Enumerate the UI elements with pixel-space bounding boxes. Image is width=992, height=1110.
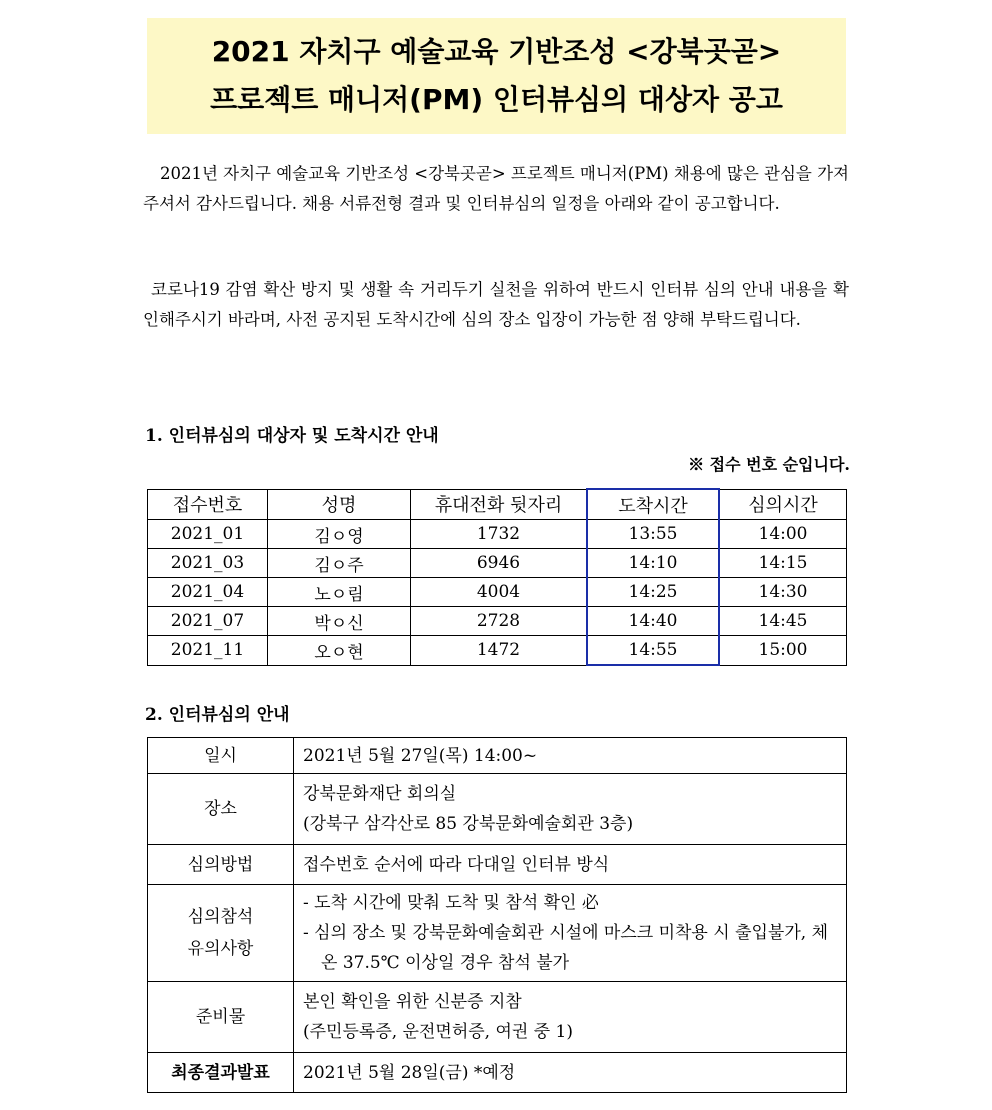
caution-label-line-1: 심의참석 — [187, 907, 254, 927]
place-value — [294, 774, 847, 845]
cell-phone-last: 6946 — [411, 549, 588, 578]
cell-name: 오ㅇ현 — [268, 636, 411, 666]
method-value: 접수번호 순서에 따라 다대일 인터뷰 방식 — [294, 845, 847, 885]
cell-arrival-time: 14:40 — [587, 607, 719, 636]
table-row — [148, 607, 847, 636]
final-label: 최종결과발표 — [148, 1053, 294, 1093]
cell-review-time: 14:00 — [719, 520, 847, 549]
date-value: 2021년 5월 27일(목) 14:00~ — [294, 738, 847, 774]
guide-row-final-result — [148, 1053, 847, 1093]
guide-row-place — [148, 774, 847, 845]
cell-phone-last: 2728 — [411, 607, 588, 636]
cell-phone-last: 4004 — [411, 578, 588, 607]
title-line-2: 프로젝트 매니저(PM) 인터뷰심의 대상자 공고 — [210, 83, 783, 116]
cell-receipt-number: 2021_07 — [148, 607, 268, 636]
guide-row-date — [148, 738, 847, 774]
col-header-name: 성명 — [268, 489, 411, 520]
date-label: 일시 — [148, 738, 294, 774]
cell-receipt-number: 2021_01 — [148, 520, 268, 549]
cell-arrival-time: 14:10 — [587, 549, 719, 578]
col-header-phone-last: 휴대전화 뒷자리 — [411, 489, 588, 520]
cell-arrival-time: 13:55 — [587, 520, 719, 549]
caution-value — [294, 885, 847, 982]
cell-arrival-time: 14:55 — [587, 636, 719, 666]
col-header-review-time: 심의시간 — [719, 489, 847, 520]
caution-item-2: - 심의 장소 및 강북문화예술회관 시설에 마스크 미착용 시 출입불가, 체온 37.5℃ 이상일 경우 참석 불가 — [303, 923, 829, 973]
caution-label-line-2: 유의사항 — [187, 939, 254, 959]
cell-name: 박ㅇ신 — [268, 607, 411, 636]
table-header-row — [148, 489, 847, 520]
col-header-arrival-time: 도착시간 — [587, 489, 719, 520]
cell-name: 노ㅇ림 — [268, 578, 411, 607]
title-line-1: 2021 자치구 예술교육 기반조성 <강북곳곧> — [211, 35, 782, 68]
col-header-receipt-number: 접수번호 — [148, 489, 268, 520]
announcement-title — [147, 18, 846, 134]
method-label: 심의방법 — [148, 845, 294, 885]
prep-value — [294, 982, 847, 1053]
cell-name: 김ㅇ영 — [268, 520, 411, 549]
cell-receipt-number: 2021_04 — [148, 578, 268, 607]
order-note: ※ 접수 번호 순입니다. — [688, 455, 850, 474]
intro-paragraph-2: 코로나19 감염 확산 방지 및 생활 속 거리두기 실천을 위하여 반드시 인터뷰 심의 안내 내용을 확인해주시기 바라며, 사전 공지된 도착시간에 심의 장소 입장이 가능한 점 양해 부탁드립니다. — [143, 280, 849, 329]
cell-phone-last: 1472 — [411, 636, 588, 666]
section-2-heading: 2. 인터뷰심의 안내 — [145, 705, 290, 725]
cell-review-time: 14:30 — [719, 578, 847, 607]
prep-line-1: 본인 확인을 위한 신분증 지참 — [303, 992, 522, 1012]
place-line-2: (강북구 삼각산로 85 강북문화예술회관 3층) — [303, 814, 634, 834]
intro-paragraph-1: 2021년 자치구 예술교육 기반조성 <강북곳곧> 프로젝트 매니저(PM) 채용에 많은 관심을 가져주셔서 감사드립니다. 채용 서류전형 결과 및 인터뷰심의 일정을 아래와 같이 공고합니다. — [143, 164, 849, 213]
interview-candidates-table — [147, 488, 847, 666]
cell-review-time: 14:15 — [719, 549, 847, 578]
cell-phone-last: 1732 — [411, 520, 588, 549]
guide-row-caution — [148, 885, 847, 982]
cell-arrival-time: 14:25 — [587, 578, 719, 607]
cell-review-time: 15:00 — [719, 636, 847, 666]
interview-guide-table — [147, 737, 847, 1093]
guide-row-method — [148, 845, 847, 885]
prep-label: 준비물 — [148, 982, 294, 1053]
table-row — [148, 636, 847, 666]
guide-row-preparation — [148, 982, 847, 1053]
caution-item-1: - 도착 시간에 맞춰 도착 및 참석 확인 必 — [303, 893, 599, 913]
final-value: 2021년 5월 28일(금) *예정 — [294, 1053, 847, 1093]
cell-receipt-number: 2021_11 — [148, 636, 268, 666]
table-row — [148, 520, 847, 549]
cell-receipt-number: 2021_03 — [148, 549, 268, 578]
place-label: 장소 — [148, 774, 294, 845]
cell-name: 김ㅇ주 — [268, 549, 411, 578]
place-line-1: 강북문화재단 회의실 — [303, 784, 457, 804]
prep-line-2: (주민등록증, 운전면허증, 여권 중 1) — [303, 1022, 573, 1042]
table-row — [148, 578, 847, 607]
table-row — [148, 549, 847, 578]
cell-review-time: 14:45 — [719, 607, 847, 636]
section-1-heading: 1. 인터뷰심의 대상자 및 도착시간 안내 — [145, 426, 439, 446]
caution-label — [148, 885, 294, 982]
